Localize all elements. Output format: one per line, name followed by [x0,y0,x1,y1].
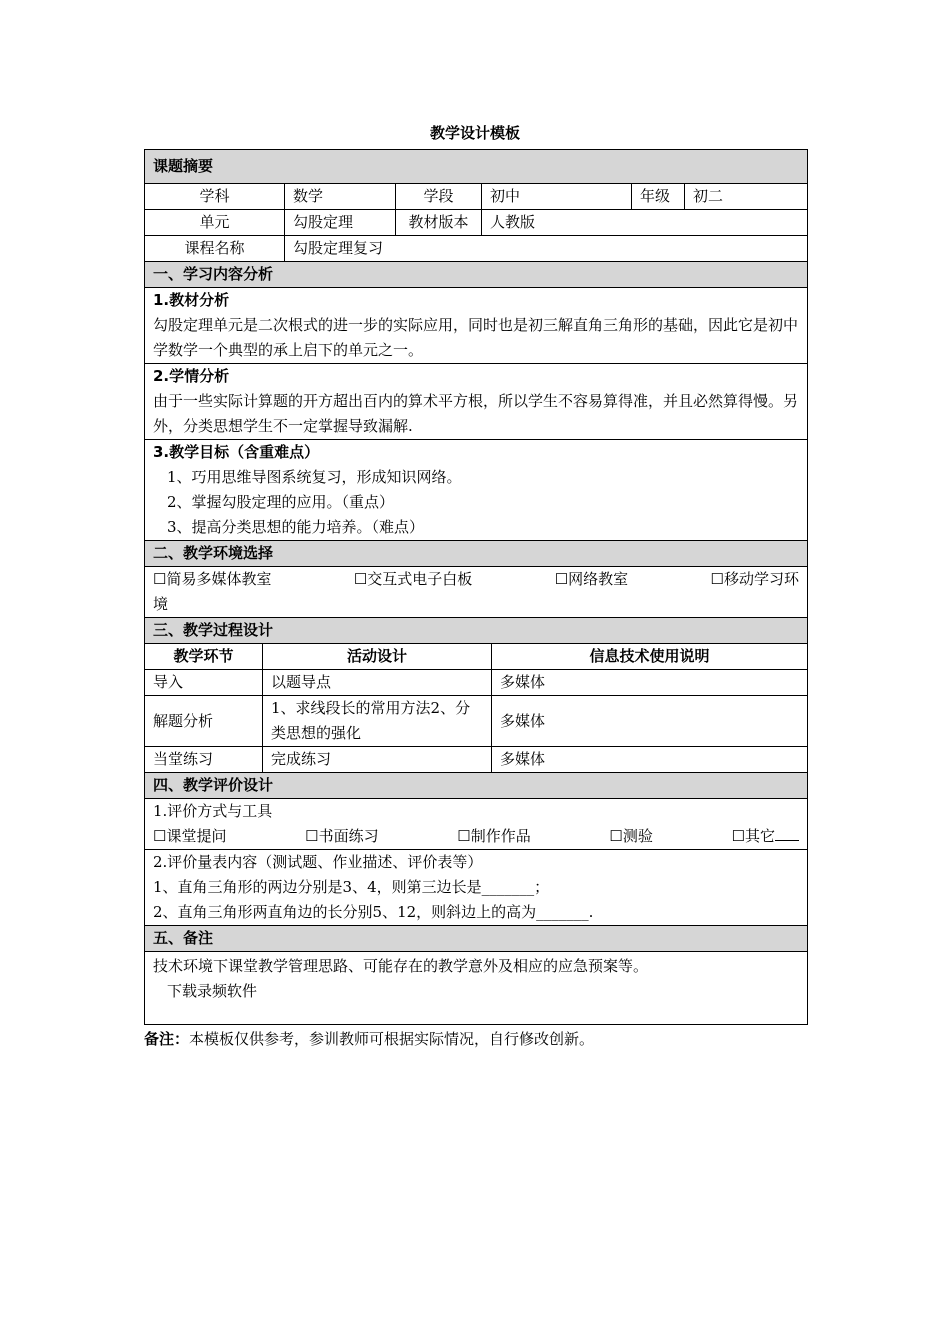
process-it-usage: 多媒体 [492,670,808,696]
subject-value: 数学 [285,184,396,210]
student-analysis-text: 由于一些实际计算题的开方超出百内的算术平方根，所以学生不容易算得准，并且必然算得慢。另外，分类思想学生不一定掌握导致漏解. [153,392,799,435]
summary-header: 课题摘要 [145,150,808,184]
footer-note [144,1028,594,1049]
process-it-usage: 多媒体 [492,747,808,773]
process-stage: 导入 [145,670,263,696]
eval-option-written-practice[interactable]: ☐书面练习 [305,827,379,845]
textbook-analysis [145,288,808,364]
eval-option-other[interactable] [732,824,799,849]
env-option-mobile-learning[interactable]: ☐移动学习环 [710,570,799,588]
stage-label: 学段 [396,184,482,210]
stage-value: 初中 [482,184,632,210]
course-label: 课程名称 [145,236,285,262]
process-stage: 解题分析 [145,696,263,747]
textbook-analysis-text: 勾股定理单元是二次根式的进一步的实际应用，同时也是初三解直角三角形的基础，因此它是初中学数学一个典型的承上启下的单元之一。 [153,316,799,359]
section2-header: 二、教学环境选择 [145,541,808,567]
footer-note-label: 备注： [144,1030,190,1048]
footer-note-text: 本模板仅供参考，参训教师可根据实际情况，自行修改创新。 [189,1030,595,1048]
goal-item: 3、提高分类思想的能力培养。（难点） [167,518,425,536]
student-analysis-title: 2.学情分析 [153,367,230,385]
teaching-goals-title: 3.教学目标（含重难点） [153,443,320,461]
remarks-text: 技术环境下课堂教学管理思路、可能存在的教学意外及相应的应急预案等。 [153,957,649,975]
teaching-goals [145,440,808,541]
subject-label: 学科 [145,184,285,210]
column-header-stage: 教学环节 [145,644,263,670]
process-it-usage: 多媒体 [492,696,808,747]
section1-header: 一、学习内容分析 [145,262,808,288]
goal-item: 1、巧用思维导图系统复习，形成知识网络。 [167,468,462,486]
eval-option-class-questions[interactable]: ☐课堂提问 [153,827,227,845]
goal-item: 2、掌握勾股定理的应用。（重点） [167,493,395,511]
evaluation-tools-title: 1.评价方式与工具 [153,802,273,820]
table-row [145,670,808,696]
eval-option-test[interactable]: ☐测验 [609,827,653,845]
textbook-analysis-title: 1.教材分析 [153,291,230,309]
eval-option-other-label: ☐其它 [731,827,776,845]
table-row [145,696,808,747]
remarks-cell [145,952,808,1025]
eval-option-works[interactable]: ☐制作作品 [457,827,531,845]
env-option-simple-multimedia[interactable]: ☐简易多媒体教室 [153,570,272,588]
evaluation-question: 2、直角三角形两直角边的长分别5、12，则斜边上的高为_______. [153,903,594,921]
unit-label: 单元 [145,210,285,236]
section4-header: 四、教学评价设计 [145,773,808,799]
evaluation-tools [145,799,808,850]
lesson-design-table [144,149,808,1025]
environment-options [145,567,808,618]
env-option-wrap: 境 [153,595,169,613]
section3-header: 三、教学过程设计 [145,618,808,644]
process-activity: 1、求线段长的常用方法2、分类思想的强化 [263,696,492,747]
grade-value: 初二 [685,184,808,210]
document-title: 教学设计模板 [429,124,520,142]
edition-label: 教材版本 [396,210,482,236]
course-value: 勾股定理复习 [285,236,808,262]
env-option-whiteboard[interactable]: ☐交互式电子白板 [353,570,473,588]
unit-value: 勾股定理 [285,210,396,236]
column-header-it-usage: 信息技术使用说明 [492,644,808,670]
process-activity: 完成练习 [263,747,492,773]
evaluation-scale-title: 2.评价量表内容（测试题、作业描述、评价表等） [153,853,483,871]
remarks-item: 下载录频软件 [167,982,258,1000]
other-blank-line [775,839,799,841]
process-stage: 当堂练习 [145,747,263,773]
env-option-network-classroom[interactable]: ☐网络教室 [554,570,629,588]
column-header-activity: 活动设计 [263,644,492,670]
process-activity: 以题导点 [263,670,492,696]
edition-value: 人教版 [482,210,808,236]
table-row [145,747,808,773]
evaluation-question: 1、直角三角形的两边分别是3、4，则第三边长是_______； [153,878,550,896]
evaluation-scale [145,850,808,926]
grade-label: 年级 [632,184,685,210]
student-analysis [145,364,808,440]
section5-header: 五、备注 [145,926,808,952]
